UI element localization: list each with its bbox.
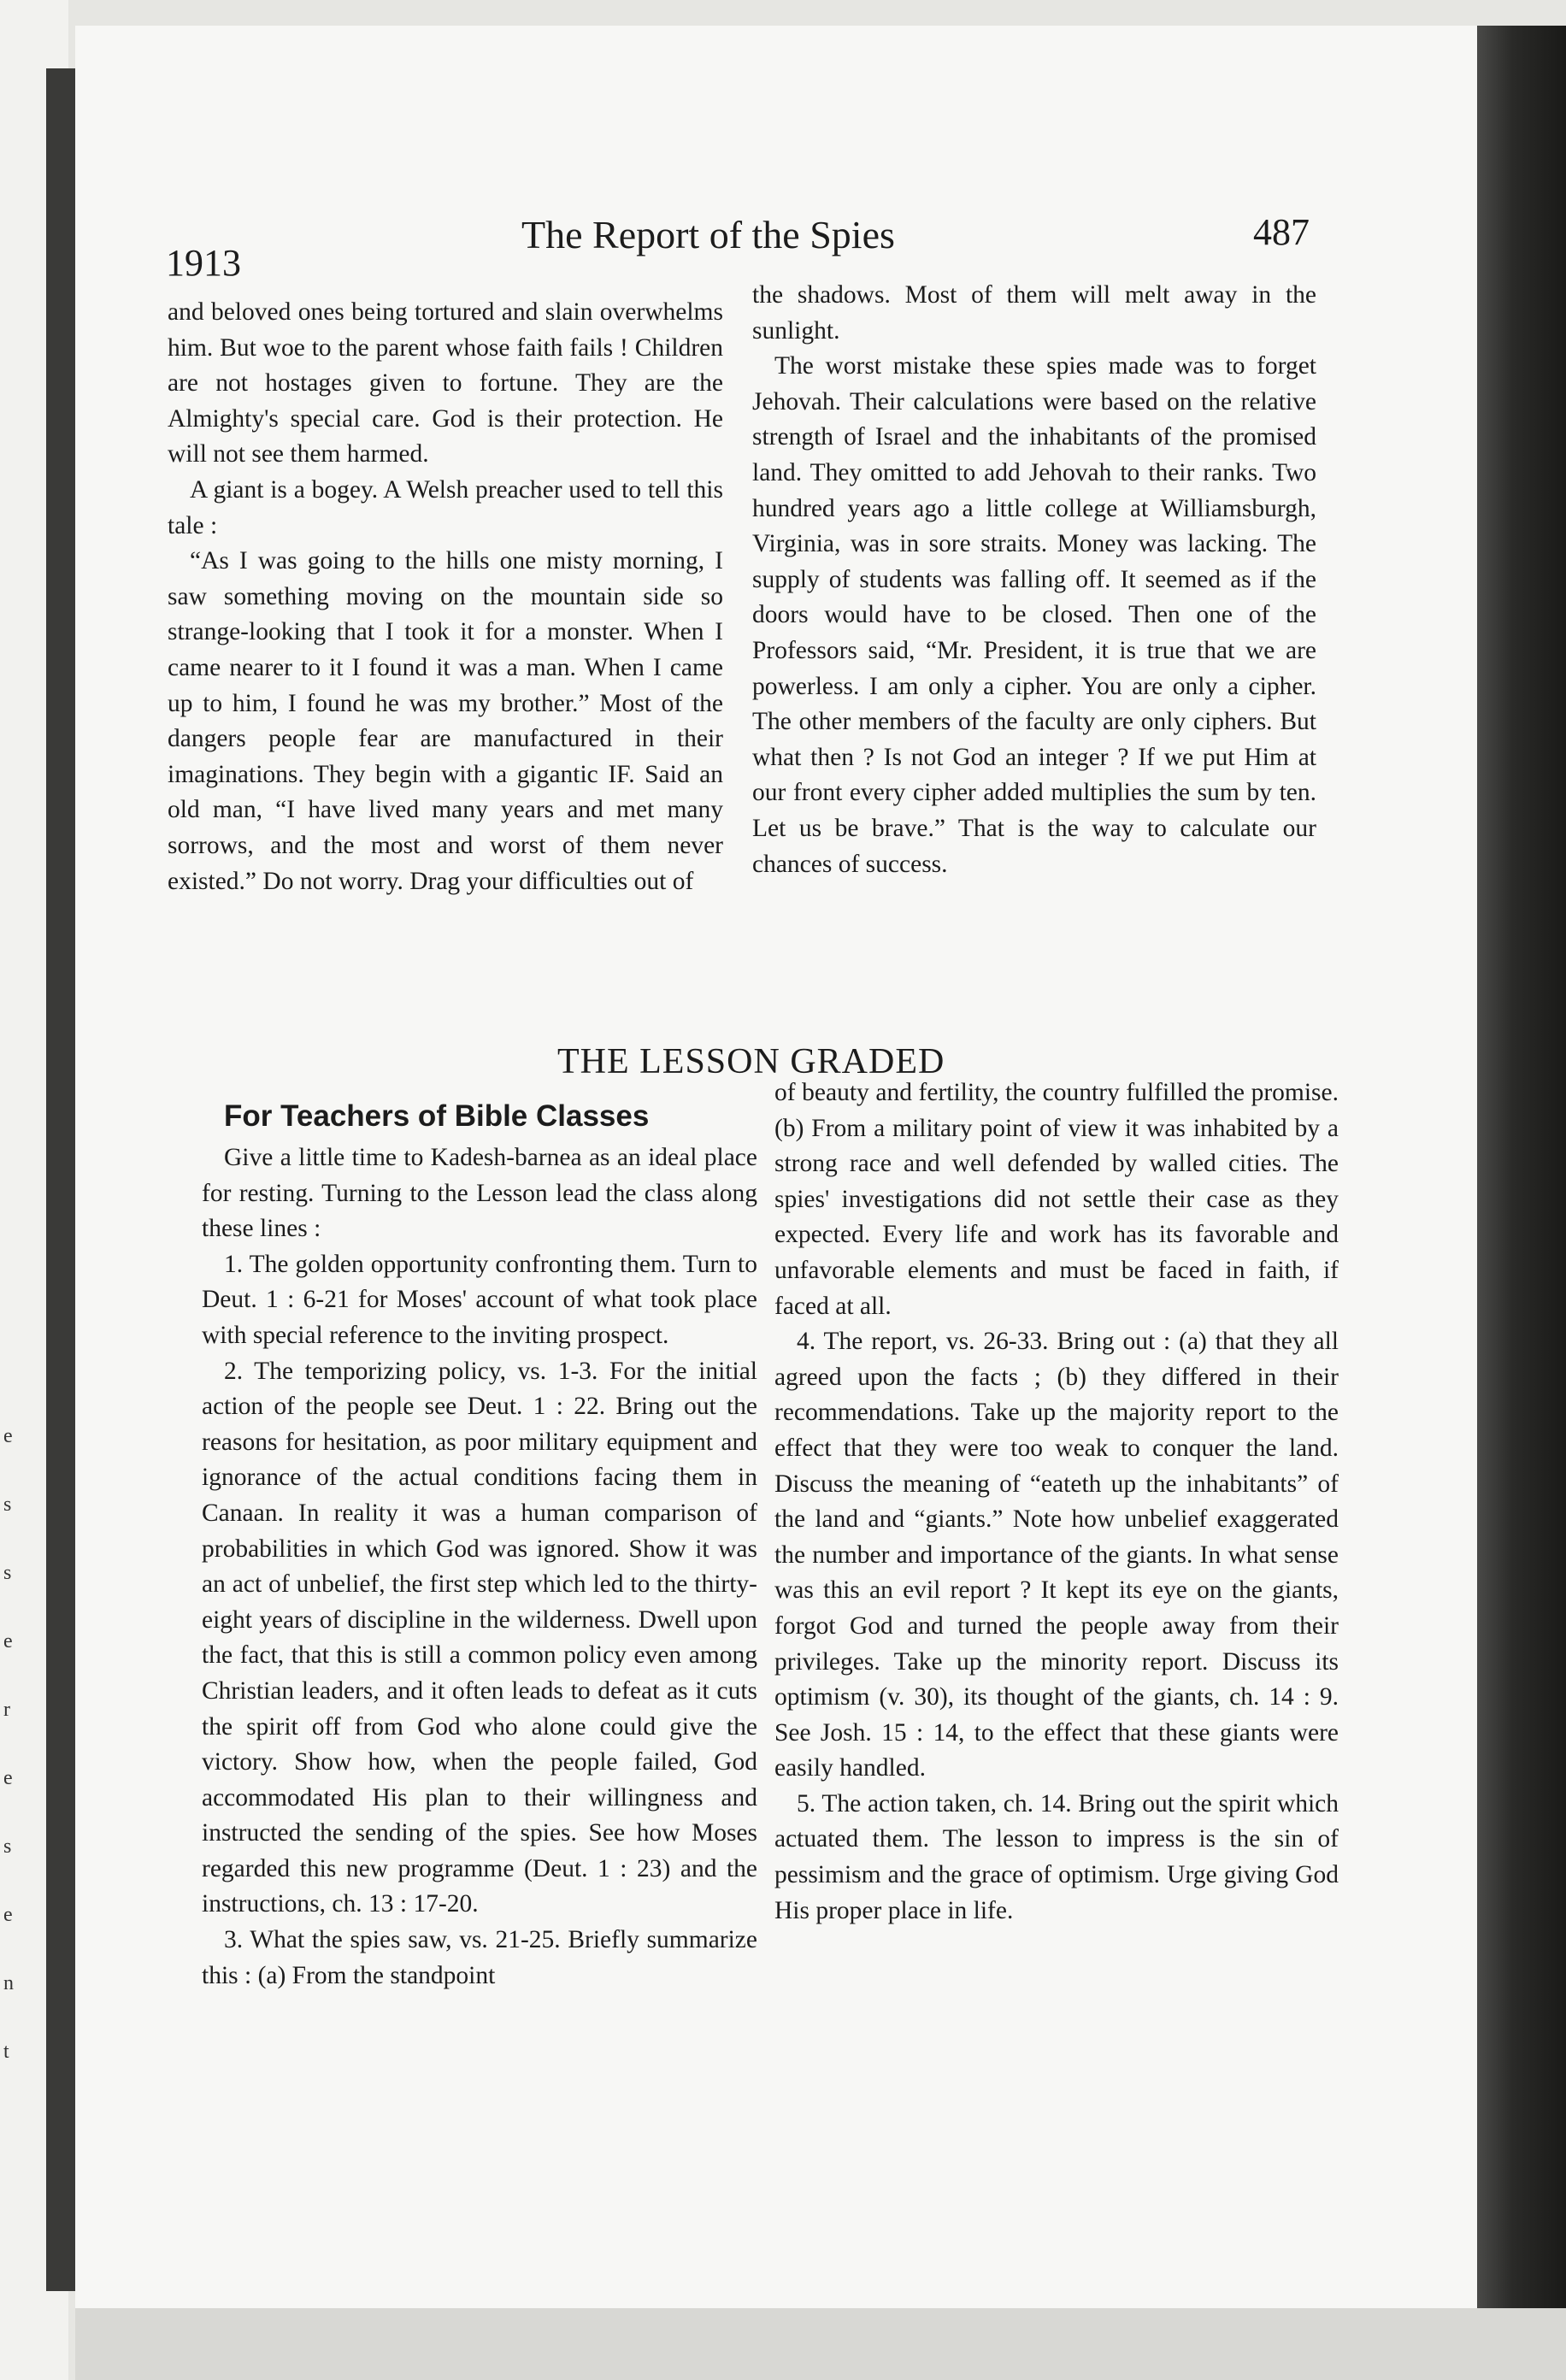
top-right-column (752, 278, 1316, 882)
paragraph: “As I was going to the hills one misty morning, I saw something moving on the mountain side so strange-looking that I took it for a monster. When I came nearer to it I found it was a man. When I came up to him, I found he was my brother.” Most of the dangers people fear are manufactured in their imaginations. They begin with a gigantic IF. Said an old man, “I have lived many years and met many sorrows, and the most and worst of them never existed.” Do not worry. Drag your difficulties out of (168, 547, 723, 895)
paragraph: 5. The action taken, ch. 14. Bring out the spirit which actuated them. The lesson to impress is the sin of pessimism and the grace of optimism. Urge giving God His proper place in life. (774, 1789, 1339, 1924)
fringe-letter: n (3, 1972, 14, 1994)
paragraph: the shadows. Most of them will melt away in the sunlight. (752, 281, 1316, 345)
subsection-heading: For Teachers of Bible Classes (224, 1099, 650, 1133)
page-title: The Report of the Spies (521, 213, 895, 256)
fringe-letter: e (3, 1767, 13, 1789)
paragraph: The worst mistake these spies made was to forget Jehovah. Their calculations were based on the relative strength of Israel and the inhabitants of the promised land. They omitted to add Jehovah to their ranks. Two hundred years ago a little college at Williamsburgh, Virginia, was in sore straits. Money was lacking. The supply of students was falling off. It seemed as if the doors would have to be closed. Then one of the Professors said, “Mr. President, it is true that we are powerless. I am only a cipher. You are only a cipher. The other members of the faculty are only ciphers. But what then ? Is not God an integer ? If we put Him at our front every cipher added multiplies the sum by ten. Let us be brave.” That is the way to calculate our chances of success. (752, 352, 1316, 878)
fringe-letter: s (3, 1493, 12, 1516)
bottom-left-column (202, 1140, 757, 1994)
facing-page-fringe (3, 1402, 21, 2086)
paragraph: and beloved ones being tortured and slain overwhelms him. But woe to the parent whose faith fails ! Children are not hostages given to fortune. They are the Almighty's special care. God is their protection. He will not see them harmed. (168, 298, 723, 468)
fringe-letter: t (3, 2041, 9, 2063)
header-year: 1913 (166, 242, 241, 284)
paragraph: 4. The report, vs. 26-33. Bring out : (a) that they all agreed upon the facts ; (b) they differed in their recommendations. Take up the majority report to the effect that they were too weak to conquer the land. Discuss the meaning of “eateth up the inhabitants” of the land and “giants.” Note how unbelief exaggerated the number and importance of the giants. In what sense was this an evil report ? It kept its eye on the giants, forgot God and turned the people away from their privileges. Take up the minority report. Discuss its optimism (v. 30), its thought of the giants, ch. 14 : 9. See Josh. 15 : 14, to the effect that these giants were easily handled. (774, 1328, 1339, 1782)
section-heading: THE LESSON GRADED (557, 1042, 945, 1081)
fringe-letter: s (3, 1562, 12, 1584)
paragraph: 3. What the spies saw, vs. 21-25. Briefly summarize this : (a) From the standpoint (202, 1926, 757, 1989)
bottom-right-column (774, 1075, 1339, 1929)
fringe-letter: r (3, 1699, 10, 1721)
paragraph: Give a little time to Kadesh-barnea as an ideal place for resting. Turning to the Lesson lead the class along these lines : (202, 1144, 757, 1243)
fringe-letter: e (3, 1630, 13, 1652)
paragraph: A giant is a bogey. A Welsh preacher used to tell this tale : (168, 475, 723, 539)
paragraph: of beauty and fertility, the country fulfilled the promise. (b) From a military point of view it was inhabited by a strong race and well defended by walled cities. The spies' investigations did not settle their case as they expected. Every life and work has its favorable and unfavorable elements and must be faced in faith, if faced at all. (774, 1079, 1339, 1320)
paragraph: 1. The golden opportunity confronting them. Turn to Deut. 1 : 6-21 for Moses' account of what took place with special reference to the inviting prospect. (202, 1250, 757, 1349)
paragraph: 2. The temporizing policy, vs. 1-3. For the initial action of the people see Deut. 1 : 22. Bring out the reasons for hesitation, as poor military equipment and ignorance of the actual conditions facing them in Canaan. In reality it was a human comparison of probabilities in which God was ignored. Show it was an act of unbelief, the first step which led to the thirty-eight years of discipline in the wilderness. Dwell upon the fact, that this is still a common policy even among Christian leaders, and it often leads to defeat as it cuts the spirit off from God who alone could give the victory. Show how, when the people failed, God accommodated His plan to their willingness and instructed the sending of the spies. See how Moses regarded this new programme (Deut. 1 : 23) and the instructions, ch. 13 : 17-20. (202, 1357, 757, 1918)
fringe-letter: e (3, 1425, 13, 1447)
fringe-letter: e (3, 1904, 13, 1926)
page-number: 487 (1253, 211, 1310, 253)
top-left-column (168, 295, 723, 899)
fringe-letter: s (3, 1835, 12, 1858)
